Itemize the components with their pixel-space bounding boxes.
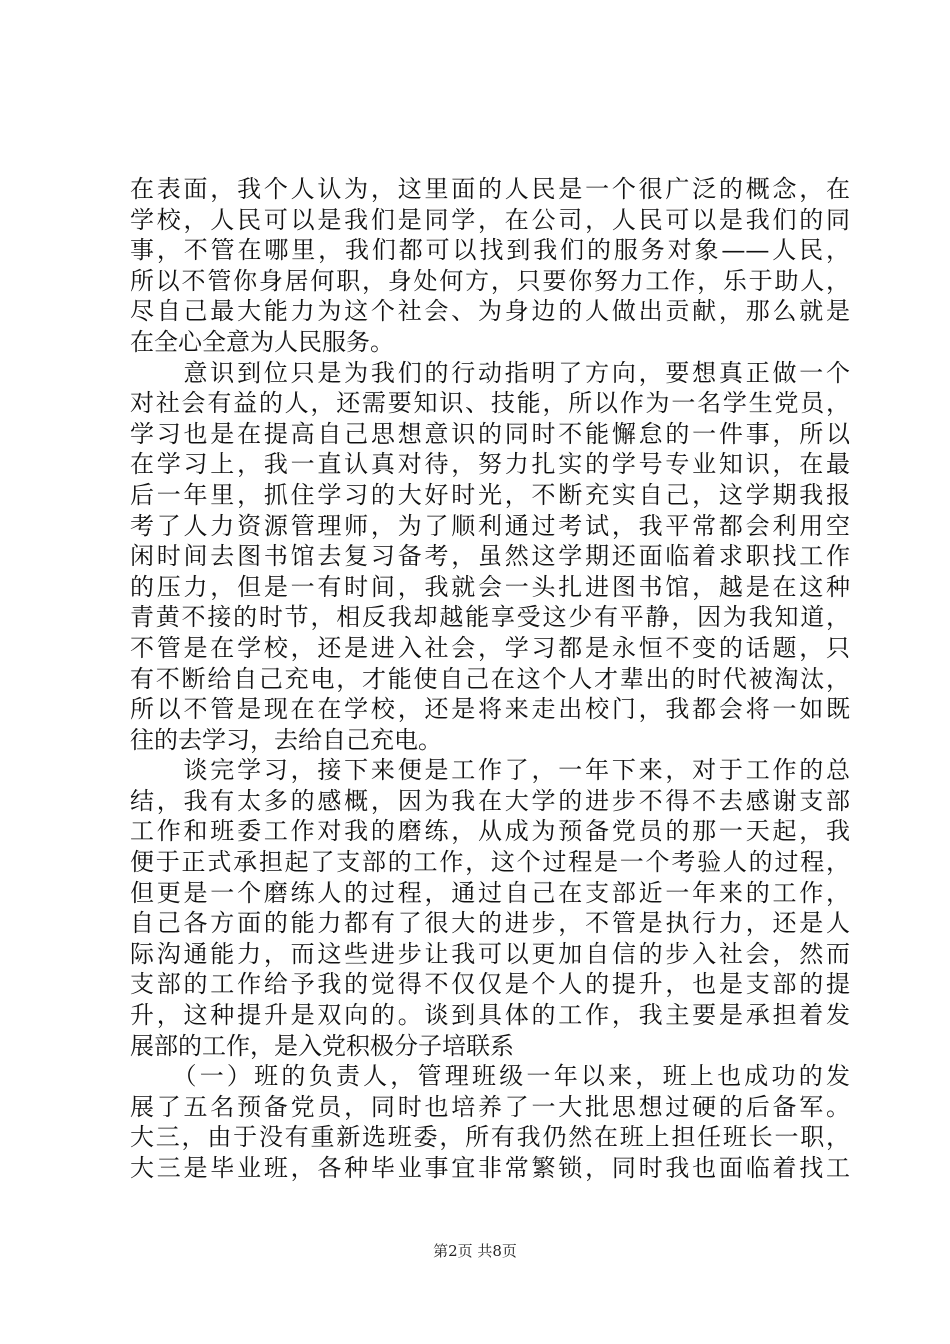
- text-line: 不管是在学校，还是进入社会，学习都是永恒不变的话题，只: [130, 633, 850, 662]
- text-line: 对社会有益的人，还需要知识、技能，所以作为一名学生党员，: [130, 389, 850, 418]
- text-line: 所以不管是现在在学校，还是将来走出校门，我都会将一如既: [130, 695, 850, 724]
- text-line: 际沟通能力，而这些进步让我可以更加自信的步入社会，然而: [130, 939, 850, 968]
- text-line: 在表面，我个人认为，这里面的人民是一个很广泛的概念，在: [130, 175, 850, 203]
- text-line: 尽自己最大能力为这个社会、为身边的人做出贡献，那么就是: [130, 297, 850, 326]
- text-line: 大三是毕业班，各种毕业事宜非常繁锁，同时我也面临着找工: [130, 1154, 850, 1182]
- document-body: [130, 174, 850, 1184]
- text-line: 结，我有太多的感概，因为我在大学的进步不得不去感谢支部: [130, 786, 850, 815]
- text-line: 学习也是在提高自己思想意识的同时不能懈怠的一件事，所以: [130, 419, 850, 448]
- text-line: 便于正式承担起了支部的工作，这个过程是一个考验人的过程，: [130, 848, 850, 877]
- text-line: 闲时间去图书馆去复习备考，虽然这学期还面临着求职找工作: [130, 542, 850, 571]
- text-line: 大三，由于没有重新选班委，所有我仍然在班上担任班长一职，: [130, 1123, 850, 1152]
- text-line: 升，这种提升是双向的。谈到具体的工作，我主要是承担着发: [130, 1001, 850, 1030]
- text-line: 在学习上，我一直认真对待，努力扎实的学号专业知识，在最: [130, 450, 850, 479]
- text-line: 支部的工作给予我的觉得不仅仅是个人的提升，也是支部的提: [130, 970, 850, 999]
- text-line: 谈完学习，接下来便是工作了，一年下来，对于工作的总: [130, 756, 850, 785]
- text-line: （一）班的负责人，管理班级一年以来，班上也成功的发: [130, 1062, 850, 1091]
- text-line: 往的去学习，去给自己充电。: [130, 725, 442, 754]
- text-line: 考了人力资源管理师，为了顺利通过考试，我平常都会利用空: [130, 511, 850, 540]
- text-line: 在全心全意为人民服务。: [130, 327, 394, 356]
- text-line: 有不断给自己充电，才能使自己在这个人才辈出的时代被淘汰，: [130, 664, 850, 693]
- text-line: 后一年里，抓住学习的大好时光，不断充实自己，这学期我报: [130, 480, 850, 509]
- text-line: 但更是一个磨练人的过程，通过自己在支部近一年来的工作，: [130, 878, 850, 907]
- text-line: 工作和班委工作对我的磨练，从成为预备党员的那一天起，我: [130, 817, 850, 846]
- page-footer: 第2页 共8页: [433, 1242, 517, 1260]
- text-line: 的压力，但是一有时间，我就会一头扎进图书馆，越是在这种: [130, 572, 850, 601]
- text-line: 事，不管在哪里，我们都可以找到我们的服务对象——人民，: [130, 236, 850, 265]
- text-line: 自己各方面的能力都有了很大的进步，不管是执行力，还是人: [130, 909, 850, 938]
- text-line: 意识到位只是为我们的行动指明了方向，要想真正做一个: [130, 358, 850, 387]
- text-line: 展部的工作，是入党积极分子培联系: [130, 1031, 514, 1060]
- text-line: 展了五名预备党员，同时也培养了一大批思想过硬的后备军。: [130, 1092, 850, 1121]
- text-line: 青黄不接的时节，相反我却越能享受这少有平静，因为我知道，: [130, 603, 850, 632]
- text-line: 学校，人民可以是我们是同学，在公司，人民可以是我们的同: [130, 205, 850, 234]
- text-line: 所以不管你身居何职，身处何方，只要你努力工作，乐于助人，: [130, 266, 850, 295]
